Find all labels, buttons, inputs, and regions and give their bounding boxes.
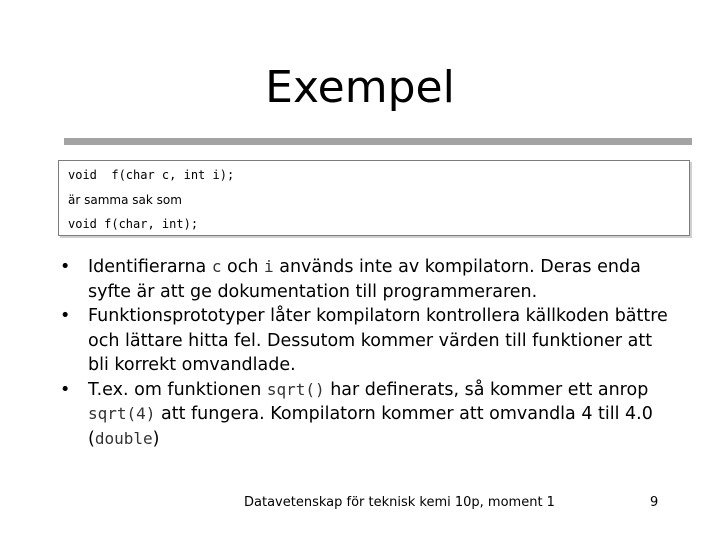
bullet-text: T.ex. om funktionen bbox=[88, 379, 267, 400]
bullet-text: används inte av kompilatorn. Deras enda syfte är att ge dokumentation till programmeraren. bbox=[88, 257, 641, 302]
bullet-text: Funktionsprototyper låter kompilatorn kontrollera källkoden bättre och lättare hitta fel. Dessutom kommer värden till funktioner att bli korrekt omvandlade. bbox=[88, 306, 668, 375]
code-identifier-i: i bbox=[264, 257, 274, 276]
bullet-text: att fungera. Kompilatorn kommer att omvandla 4 till 4.0 ( bbox=[88, 404, 653, 449]
bullet-item bbox=[58, 255, 668, 304]
page-number: 9 bbox=[650, 495, 659, 510]
bullet-marker: • bbox=[60, 306, 71, 326]
bullet-list bbox=[58, 255, 668, 451]
code-double-type: double bbox=[94, 428, 153, 448]
code-line-prototype-named: void f(char c, int i); bbox=[68, 168, 235, 182]
code-identifier-c: c bbox=[211, 257, 222, 276]
bullet-item bbox=[58, 304, 668, 378]
code-line-equivalence-text: är samma sak som bbox=[68, 193, 182, 207]
slide-title: Exempel bbox=[265, 62, 455, 113]
bullet-text: har definerats, så kommer ett anrop bbox=[324, 379, 649, 400]
bullet-marker: • bbox=[60, 257, 71, 277]
title-divider bbox=[64, 138, 692, 145]
bullet-text: och bbox=[221, 257, 265, 277]
bullet-text: Identifierarna bbox=[88, 257, 212, 277]
bullet-item bbox=[58, 378, 668, 452]
bullet-text: ) bbox=[152, 428, 160, 449]
code-line-prototype-unnamed: void f(char, int); bbox=[68, 217, 199, 231]
footer-course-title: Datavetenskap för teknisk kemi 10p, moment 1 bbox=[244, 495, 555, 510]
bullet-marker: • bbox=[60, 379, 71, 400]
code-sqrt-call: sqrt(4) bbox=[88, 404, 156, 423]
code-example-box bbox=[58, 160, 690, 236]
code-sqrt-function: sqrt() bbox=[266, 379, 325, 399]
